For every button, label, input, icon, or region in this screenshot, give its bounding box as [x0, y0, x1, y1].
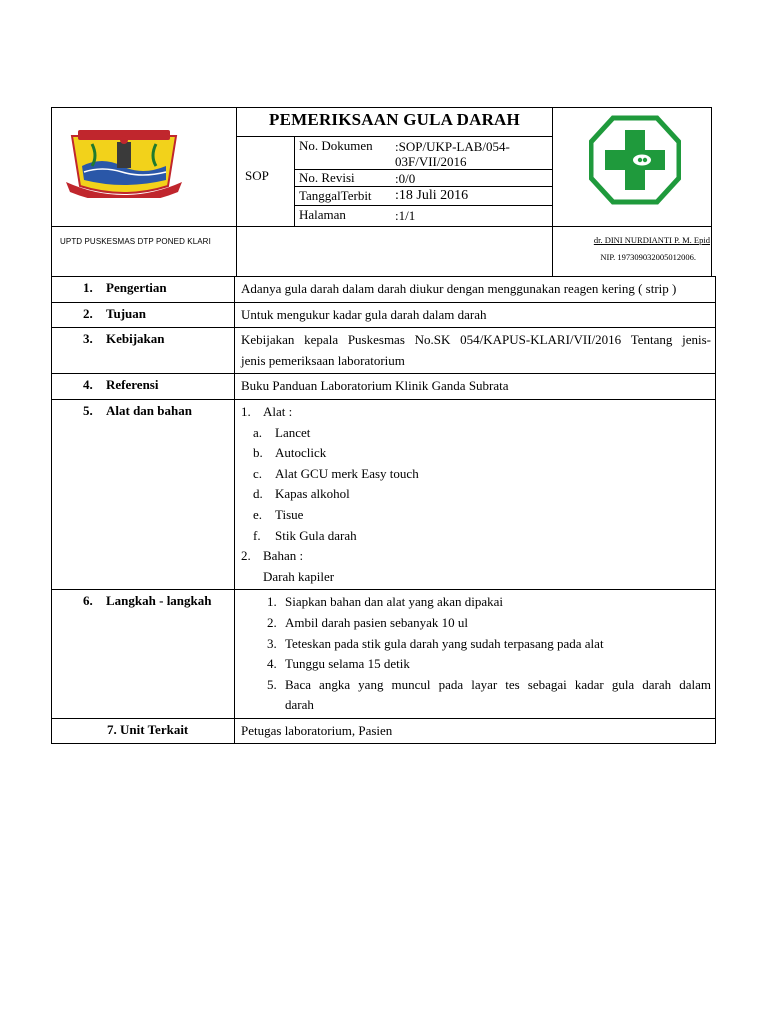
row-number: 5. — [83, 402, 93, 418]
row-label-unit-terkait: 7. Unit Terkait — [52, 718, 235, 744]
row-label: Tujuan — [106, 305, 146, 321]
list-text: Siapkan bahan dan alat yang akan dipakai — [285, 594, 504, 610]
row-number: 6. — [83, 593, 93, 609]
row-value-alat-bahan — [235, 399, 716, 589]
row-value-referensi: Buku Panduan Laboratorium Klinik Ganda Subrata — [235, 374, 716, 400]
table-row — [52, 302, 716, 328]
list-letter: d. — [253, 486, 263, 502]
list-item — [241, 443, 711, 464]
table-row — [52, 718, 716, 744]
row-label: Referensi — [106, 377, 159, 393]
row-label: Kebijakan — [106, 331, 165, 347]
meta-key-no-revisi: No. Revisi — [299, 170, 355, 185]
list-text: Stik Gula darah — [275, 527, 357, 543]
text-line: jenis pemeriksaan laboratorium — [241, 352, 405, 368]
divider — [236, 136, 552, 137]
row-number: 2. — [83, 305, 93, 321]
row-label: Alat dan bahan — [106, 402, 192, 418]
signatory-nip: NIP. 197309032005012006. — [600, 252, 696, 262]
karawang-logo-icon — [62, 126, 186, 198]
divider — [294, 205, 552, 206]
list-letter: b. — [253, 445, 263, 461]
row-label: Pengertian — [106, 280, 167, 295]
list-number: 1. — [241, 403, 251, 419]
list-number: 3. — [267, 635, 277, 651]
divider — [51, 226, 712, 227]
list-text: Lancet — [275, 424, 311, 440]
row-value-langkah — [235, 590, 716, 719]
table-row — [52, 277, 716, 303]
meta-value-no-revisi: :0/0 — [395, 171, 416, 186]
list-item — [241, 505, 711, 526]
meta-value-halaman: :1/1 — [395, 208, 416, 223]
meta-value-line: 03F/VII/2016 — [395, 154, 467, 169]
table-row — [52, 374, 716, 400]
list-number: 4. — [267, 656, 277, 672]
list-letter: f. — [253, 527, 261, 543]
divider — [294, 186, 552, 187]
unit-name: UPTD PUSKESMAS DTP PONED KLARI — [60, 237, 211, 246]
list-text: Autoclick — [275, 445, 327, 461]
meta-key-tanggal-terbit: TanggalTerbit — [299, 188, 372, 203]
list-item — [241, 592, 711, 613]
puskesmas-logo-icon — [589, 114, 681, 206]
list-item — [241, 695, 711, 716]
table-row — [52, 328, 716, 374]
list-number: 2. — [241, 548, 251, 564]
row-number: 4. — [83, 377, 93, 393]
sop-label: SOP — [245, 168, 269, 183]
sop-content-table — [51, 276, 716, 744]
meta-value-tanggal-terbit: :18 Juli 2016 — [395, 188, 469, 203]
list-text: Baca angka yang muncul pada layar tes sebagai kadar gula darah dalam — [285, 676, 711, 692]
list-item — [241, 484, 711, 505]
row-value-unit-terkait: Petugas laboratorium, Pasien — [235, 718, 716, 744]
list-letter: e. — [253, 506, 263, 522]
list-item — [241, 654, 711, 675]
row-number: 1. — [83, 280, 93, 295]
row-value-pengertian: Adanya gula darah dalam darah diukur dengan menggunakan reagen kering ( strip ) — [235, 277, 716, 303]
row-number: 3. — [83, 331, 93, 347]
list-item — [241, 526, 711, 547]
meta-value-line: :SOP/UKP-LAB/054- — [395, 139, 510, 154]
row-value-tujuan: Untuk mengukur kadar gula darah dalam darah — [235, 302, 716, 328]
list-text: Bahan : — [263, 548, 304, 564]
list-text: Alat GCU merk Easy touch — [275, 465, 419, 481]
meta-key-no-dokumen: No. Dokumen — [299, 138, 373, 153]
list-item — [241, 675, 711, 696]
list-item — [241, 402, 711, 423]
list-item: Darah kapiler — [263, 568, 335, 584]
divider — [236, 107, 237, 277]
divider — [51, 107, 52, 277]
row-label-pengertian — [52, 277, 235, 303]
signatory-name: dr. DINI NURDIANTI P. M. Epid — [593, 235, 710, 245]
list-item — [241, 634, 711, 655]
table-row — [52, 399, 716, 589]
table-row — [52, 590, 716, 719]
page-title: PEMERIKSAAN GULA DARAH — [269, 110, 520, 129]
list-letter: a. — [253, 424, 263, 440]
row-value-kebijakan — [235, 328, 716, 374]
row-label-alat-bahan — [52, 399, 235, 589]
list-text: Tisue — [275, 506, 304, 522]
list-item — [241, 423, 711, 444]
list-item — [241, 464, 711, 485]
text-line: Kebijakan kepala Puskesmas No.SK 054/KAPUS-KLARI/VII/2016 Tentang jenis- — [241, 332, 711, 348]
row-label: Langkah - langkah — [106, 593, 212, 609]
row-label-kebijakan — [52, 328, 235, 374]
divider — [552, 107, 553, 277]
divider — [294, 136, 295, 226]
row-label-referensi — [52, 374, 235, 400]
list-text: Kapas alkohol — [275, 486, 350, 502]
list-item — [241, 546, 711, 567]
list-text: darah — [285, 697, 314, 713]
list-number: 5. — [267, 676, 277, 692]
row-label-tujuan — [52, 302, 235, 328]
list-text: Ambil darah pasien sebanyak 10 ul — [285, 614, 469, 630]
row-label-langkah — [52, 590, 235, 719]
meta-value-no-dokumen — [395, 139, 510, 169]
meta-key-halaman: Halaman — [299, 207, 346, 222]
list-text: Teteskan pada stik gula darah yang sudah terpasang pada alat — [285, 635, 604, 651]
list-text: Alat : — [263, 403, 293, 419]
list-item — [241, 613, 711, 634]
list-text: Tunggu selama 15 detik — [285, 656, 410, 672]
list-letter: c. — [253, 465, 263, 481]
list-number: 2. — [267, 614, 277, 630]
list-number: 1. — [267, 594, 277, 610]
